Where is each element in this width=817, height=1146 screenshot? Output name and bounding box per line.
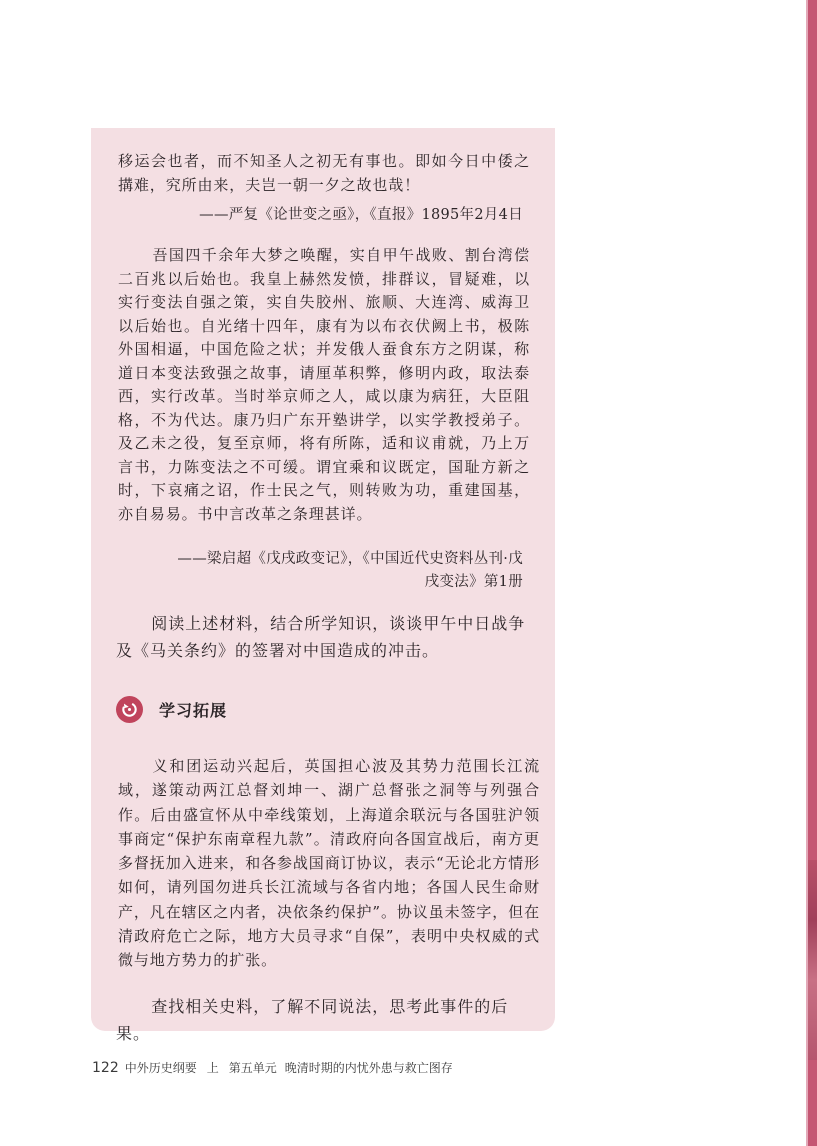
quote-liangqichao-source-line1: ——梁启超《戊戌政变记》，《中国近代史资料丛刊·戊	[177, 551, 523, 567]
page-number: 122	[92, 1060, 119, 1076]
quote-yanfu-text: 移运会也者，而不知圣人之初无有事也。即如今日中倭之搆难，究所由来，夫岂一朝一夕之故也哉！	[118, 152, 530, 194]
quote-yanfu	[118, 150, 530, 197]
quote-liangqichao	[118, 244, 530, 526]
quote-liangqichao-text: 吾国四千余年大梦之唤醒，实自甲午战败、割台湾偿二百兆以后始也。我皇上赫然发愤，排群议，冒疑难，以实行变法自强之策，实自失胶州、旅顺、大连湾、威海卫以后始也。自光绪十四年，康有为以布衣伏阙上书，极陈外国相逼，中国危险之状；并发俄人蚕食东方之阴谋，称道日本变法致强之故事，请厘革积弊，修明内政，取法泰西，实行改革。当时举京师之人，咸以康为病狂，大臣阻格，不为代达。康乃归广东开塾讲学，以实学教授弟子。及乙未之役，复至京师，将有所陈，适和议甫就，乃上万言书，力陈变法之不可缓。谓宜乘和议既定，国耻方新之时，下哀痛之诏，作士民之气，则转败为功，重建国基，亦自易易。书中言改革之条理甚详。	[118, 246, 530, 523]
page-footer	[92, 1059, 463, 1079]
page-edge-strip	[806, 0, 817, 1146]
discussion-prompt: 阅读上述材料，结合所学知识，谈谈甲午中日战争及《马关条约》的签署对中国造成的冲击。	[116, 614, 526, 660]
book-title: 中外历史纲要	[124, 1061, 197, 1075]
section-title: 学习拓展	[159, 700, 228, 720]
section-header-study-extension	[116, 694, 227, 724]
section-body: 义和团运动兴起后，英国担心波及其势力范围长江流域，遂策动两江总督刘坤一、湖广总督张之洞等与列强合作。后由盛宣怀从中牵线策划，上海道余联沅与各国驻沪领事商定“保护东南章程九款”。清政府向各国宣战后，南方更多督抚加入进来，和各参战国商订协议，表示“无论北方情形如何，请列国勿进兵长江流域与各省内地；各国人民生命财产，凡在辖区之内者，决依条约保护”。协议虽未签字，但在清政府危亡之际，地方大员寻求“自保”，表明中央权威的式微与地方势力的扩张。	[118, 757, 540, 970]
book-volume: 上	[206, 1061, 219, 1075]
unit-title: 晚清时期的内忧外患与救亡图存	[284, 1061, 453, 1075]
circular-arrow-icon	[116, 696, 143, 723]
quote-yanfu-source: ——严复《论世变之亟》，《直报》1895年2月4日	[199, 207, 523, 223]
edge-photo-fragment	[808, 860, 817, 1060]
unit-label: 第五单元	[228, 1061, 277, 1075]
section-task: 查找相关史料，了解不同说法，思考此事件的后果。	[116, 997, 509, 1043]
quote-liangqichao-source-line2: 戌变法》第1册	[424, 574, 523, 590]
